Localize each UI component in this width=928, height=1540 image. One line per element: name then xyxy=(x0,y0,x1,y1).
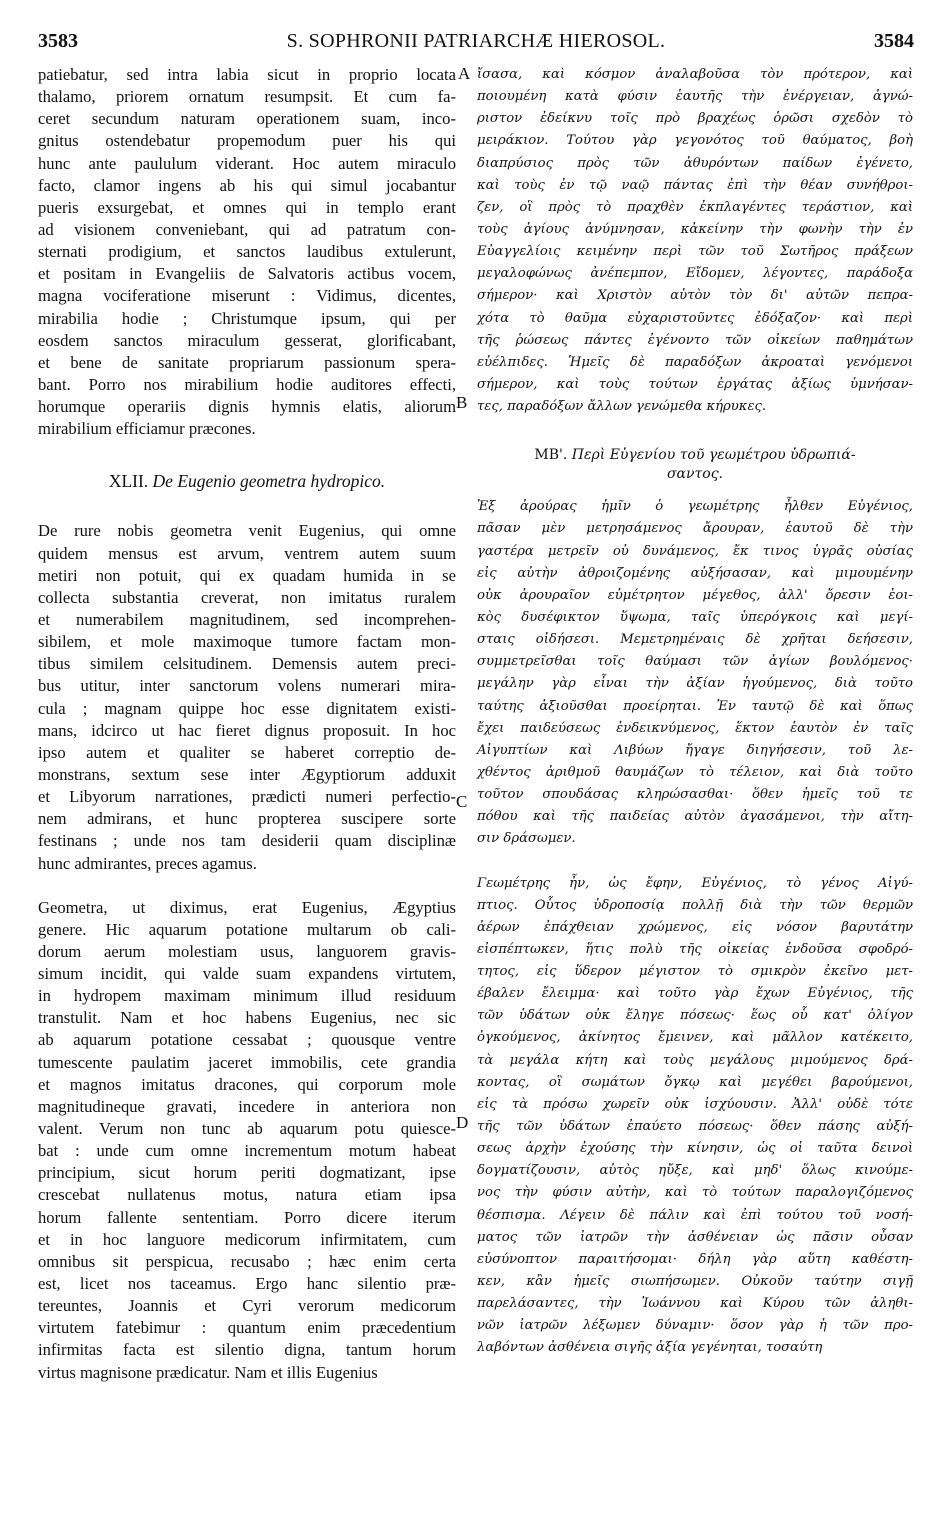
greek-text-line: εὐσύνοπτον παραιτήσομαι· δήλη γὰρ αὕτη καθέστη- xyxy=(477,1251,913,1267)
greek-text-line: ζεν, οἳ πρὸς τὸ πραχθὲν ἐκπλαγέντες τεράστιον, καὶ xyxy=(477,199,913,215)
margin-label-c: C xyxy=(456,792,468,811)
margin-label-a: A xyxy=(458,64,471,83)
greek-text-line: ριστον ἐδείκνυ τοῖς πρὸ βραχέως ὁρῶσι σχεδὸν τὸ xyxy=(477,111,913,127)
latin-paragraph-2 xyxy=(38,520,456,874)
greek-paragraph-3 xyxy=(477,873,913,1360)
running-title: S. SOPHRONII PATRIARCHÆ HIEROSOL. xyxy=(286,30,666,52)
latin-text-line: et bene de sanitate propriarum passionum spera- xyxy=(38,352,456,372)
latin-text-line: simum incidit, qui valde suam expandens virtutem, xyxy=(38,964,456,984)
margin-label-d: D xyxy=(456,1113,469,1132)
greek-text-line: σήμερον, καὶ τοὺς τούτων ἐργάτας ἀξίως ὑμνήσαν- xyxy=(477,376,913,392)
greek-text-line: τες, παραδόξων ἄλλων γενώμεθα κήρυκες. xyxy=(477,399,767,415)
latin-text-line: tereuntes, Joannis et Cyri verorum medicorum xyxy=(38,1296,456,1316)
latin-text-line: virtutem fatebimur : quantum enim præcedentium xyxy=(38,1318,456,1338)
greek-text-line: γαστέρα μετρεῖν οὐ δυνάμενος, ἔκ τινος ὑγρᾶς οὐσίας xyxy=(477,543,913,559)
latin-text-line: et Libyorum narrationes, prædicti numeri perfectio- xyxy=(38,787,456,807)
latin-text-line: facto, clamor ingens ab his qui simul jocabantur xyxy=(38,175,456,195)
latin-text-line: tibus similem celsitudinem. Demensis autem preci- xyxy=(38,654,456,674)
greek-text-line: έβαλεν ἔλειμμα· καὶ τοῦτο γὰρ ἔχων Εὐγένιος, τῆς xyxy=(477,986,913,1002)
greek-chapter-title xyxy=(477,446,913,490)
greek-text-line: τοὺς ἁγίους ἀνύμνησαν, κἀκείνην τὴν φωνὴν τὴν ἐν xyxy=(477,221,913,237)
greek-text-line: εὐέλπιδες. Ἡμεῖς δὲ παραδόξων ἀκροαταὶ γενόμενοι xyxy=(477,354,913,370)
greek-chapter-number: ΜΒ'. xyxy=(534,447,568,464)
latin-text-line: et magnos imitatus dracones, qui corporum mole xyxy=(38,1074,456,1094)
greek-text-line: κὸς δυσέφικτον ὕψωμα, ταῖς ὑπερόγκοις καὶ μεγί- xyxy=(477,609,913,625)
page-header xyxy=(38,30,914,58)
latin-text-line: thalamo, priorem ornatum resumpsit. Et cum fa- xyxy=(38,87,456,107)
greek-text-line: εἰς τὰ πρόσω χωρεῖν οὐκ ἰσχύουσιν. Ἀλλ' οὐδὲ τότε xyxy=(477,1096,913,1112)
latin-text-line: eosdem sanctos miraculum gesserat, glorificabant, xyxy=(38,330,456,350)
greek-text-line: κεν, κἂν ἡμεῖς σιωπήσωμεν. Οὐκοῦν ταύτην σιγῇ xyxy=(477,1274,913,1290)
latin-column xyxy=(38,64,456,1384)
greek-text-line: Γεωμέτρης ἦν, ὡς ἔφην, Εὐγένιος, τὸ γένος Αἰγύ- xyxy=(477,875,913,891)
latin-chapter-title xyxy=(38,468,456,494)
greek-text-line: ὀγκούμενος, ἀκίνητος ἔμεινεν, καὶ μᾶλλον κατέκειτο, xyxy=(477,1030,913,1046)
latin-text-line: et positam in Evangeliis de Salvatoris actibus vocem, xyxy=(38,264,456,284)
greek-text-line: συμμετρεῖσθαι τοῖς θαύμασι τῶν ἁγίων βουλόμενος· xyxy=(477,654,913,670)
greek-paragraph-1 xyxy=(477,64,913,418)
latin-text-line: in hydropem maximam minimum illud residuum xyxy=(38,986,456,1006)
greek-text-line: νος τὴν φύσιν αὐτὴν, καὶ τὸ τούτων παραλογιζόμενος xyxy=(477,1185,913,1201)
greek-text-line: παρελάσαντες, τὴν Ἰωάννου καὶ Κύρου τῶν ἀληθι- xyxy=(477,1296,913,1312)
greek-text-line: πτιος. Οὗτος ὑδροποσίᾳ πολλῇ διὰ τὴν τῶν θερμῶν xyxy=(477,897,913,913)
latin-text-line: hunc admirantes, preces agamus. xyxy=(38,853,257,873)
latin-text-line: omnibus sit perspicua, recusabo ; hæc enim certa xyxy=(38,1251,456,1271)
greek-text-line: Εὐαγγελίοις κειμένην περὶ τῶν τοῦ Σωτῆρος πράξεων xyxy=(477,244,913,260)
latin-paragraph-3 xyxy=(38,897,456,1384)
latin-text-line: transtulit. Nam et hoc habens Eugenius, nec sic xyxy=(38,1008,456,1028)
margin-label-b: B xyxy=(456,393,468,412)
greek-text-line: σταις οἰδήσεσι. Μεμετρημέναις δὲ χρῆται δεήσεσιν, xyxy=(477,632,913,648)
latin-text-line: principium, sicut horum periti dogmatizant, ipse xyxy=(38,1163,456,1183)
latin-text-line: magna vociferatione miserunt : Vidimus, dicentes, xyxy=(38,286,456,306)
latin-text-line: horum fallente sententiam. Porro dicere iterum xyxy=(38,1207,456,1227)
latin-text-line: quidem mensus est arvum, ventrem autem suum xyxy=(38,543,456,563)
latin-text-line: ipso autem et qualiter se haberet correptio de- xyxy=(38,742,456,762)
greek-chapter-heading: Περὶ Εὐγενίου τοῦ γεωμέτρου ὑδρωπιά- xyxy=(571,447,856,464)
greek-text-line: ταύτης ἀξιοῦσθαι προείρηται. Ἐν ταυτῷ δὲ καὶ ὅπως xyxy=(477,698,913,714)
latin-text-line: dorum aerum molestiam usus, languorem gravis- xyxy=(38,941,456,961)
greek-column xyxy=(477,64,913,1360)
greek-text-line: τῆς τῶν ὑδάτων ἐπαύετο πόσεως· ὅθεν πάσης αὐξή- xyxy=(477,1119,913,1135)
greek-text-line: πόθου καὶ τῆς παιδείας αὐτὸν ἀγασάμενοι, τὴν αἴτη- xyxy=(477,809,913,825)
greek-text-line: δογματίζουσιν, αὐτὸς ηὔξε, καὶ μηδ' ὅλως κινούμε- xyxy=(477,1163,913,1179)
latin-text-line: pueris exsurgebat, et omnes qui in templo erant xyxy=(38,197,456,217)
latin-text-line: tumescente paulatim jaceret immobilis, cete grandia xyxy=(38,1052,456,1072)
latin-text-line: infirmitas facta est silentio digna, tantum horum xyxy=(38,1340,456,1360)
greek-chapter-heading-cont: σαντος. xyxy=(667,466,723,483)
greek-text-line: θέσπισμα. Λέγειν δὲ πάλιν καὶ ἐπὶ τούτου τοῦ νοσή- xyxy=(477,1207,913,1223)
latin-text-line: hunc ante paululum viderant. Hoc autem miraculo xyxy=(38,153,456,173)
greek-text-line: χθέντος ἀριθμοῦ θαυμάζων τὸ τέλειον, καὶ διὰ τοῦτο xyxy=(477,764,913,780)
latin-text-line: cula ; magnam quippe hoc esse dignitatem existi- xyxy=(38,698,456,718)
latin-text-line: et numerabilem magnitudinem, sed incomprehen- xyxy=(38,609,456,629)
page-number-right: 3584 xyxy=(874,30,914,52)
greek-text-line: εἰς αὐτὴν ἀθροιζομένης αὐξήσασαν, καὶ μιμουμένην xyxy=(477,565,913,581)
latin-text-line: sternati prodigium, et sanctos laudibus extulerunt, xyxy=(38,242,456,262)
latin-text-line: est, licet nos taceamus. Ergo hanc silentio præ- xyxy=(38,1274,456,1294)
latin-text-line: mirabilia hodie ; Christumque ipsum, qui per xyxy=(38,308,456,328)
latin-chapter-number: XLII. xyxy=(108,471,149,492)
latin-text-line: sibilem, et mole maximoque tumore factam mon- xyxy=(38,632,456,652)
latin-text-line: bat : unde cum omne incrementum motum habeat xyxy=(38,1141,456,1161)
greek-text-line: ποιουμένη κατὰ φύσιν ἑαυτῆς τὴν ἐνέργειαν, ἀγνώ- xyxy=(477,89,913,105)
greek-text-line: νῶν ἰατρῶν λέξωμεν δύναμιν· ὅσον γὰρ ἡ τῶν προ- xyxy=(477,1318,913,1334)
latin-text-line: patiebatur, sed intra labia sicut in proprio locata xyxy=(38,65,456,84)
latin-text-line: bant. Porro nos mirabilium hodie auditores effecti, xyxy=(38,374,456,394)
greek-text-line: κοντας, οἳ σωμάτων ὄγκῳ καὶ μεγέθει βαρούμενοι, xyxy=(477,1074,913,1090)
latin-text-line: ceret secundum naturam operationem suam, inco- xyxy=(38,109,456,129)
greek-text-line: τοῦτον σπουδάσας κληρώσασθαι· ὅθεν ἡμεῖς τοῦ τε xyxy=(477,787,913,803)
greek-text-line: καὶ τοὺς ἐν τῷ ναῷ πάντας ἐπὶ τὴν θέαν συνήθροι- xyxy=(477,177,913,193)
latin-text-line: festinans ; unde nos tam desiderii quam disciplinæ xyxy=(38,831,456,851)
greek-text-line: τὰ μεγάλα κήτη καὶ τοὺς μεγάλους μιμούμενος δρά- xyxy=(477,1052,913,1068)
greek-text-line: λαβόντων ἀσθένεια σιγῆς ἀξία γεγένηται, τοσαύτη xyxy=(477,1340,823,1356)
latin-text-line: monstrans, sextum sese inter Ægyptiorum adduxit xyxy=(38,764,456,784)
latin-text-line: ab aquarum potatione cessabat ; quousque ventre xyxy=(38,1030,456,1050)
latin-text-line: et in hoc languore medicorum infirmitatem, cum xyxy=(38,1229,456,1249)
latin-text-line: genere. Hic aquarum potatione multarum ob cali- xyxy=(38,919,456,939)
greek-text-line: διαπρύσιος πρὸς τῶν ἀθυρόντων παίδων ἐγένετο, xyxy=(477,155,913,171)
page-number-left: 3583 xyxy=(38,30,78,52)
latin-text-line: gnitus ostendebatur propemodum puer his qui xyxy=(38,131,456,151)
greek-text-line: σιν δράσωμεν. xyxy=(477,831,576,847)
greek-text-line: τητος, εἰς ὕδερον μέγιστον τὸ σμικρὸν ἐκεῖνο μετ- xyxy=(477,964,913,980)
latin-text-line: ad visionem conveniebant, qui ad patratum con- xyxy=(38,219,456,239)
greek-text-line: εἰσπέπτωκεν, ἥτις πολὺ τῆς οἰκείας ἐνδοῦσα σφοδρό- xyxy=(477,941,913,957)
latin-text-line: crescebat nullatenus motus, natura etiam ipsa xyxy=(38,1185,456,1205)
greek-text-line: Ἐξ ἀρούρας ἡμῖν ὁ γεωμέτρης ἦλθεν Εὐγένιος, xyxy=(477,499,913,515)
latin-text-line: mans, idcirco ut hac fieret dignus proposuit. In hoc xyxy=(38,720,456,740)
greek-text-line: πᾶσαν μὲν μετρησάμενος ἄρουραν, ἑαυτοῦ δὲ τὴν xyxy=(477,521,913,537)
latin-paragraph-1 xyxy=(38,64,456,440)
greek-text-line: ἴσασα, καὶ κόσμον ἀναλαβοῦσα τὸν πρότερον, καὶ xyxy=(477,67,913,82)
latin-text-line: collecta substantia creverat, non imitatus ruralem xyxy=(38,587,456,607)
greek-text-line: ἔχει παιδεύσεως ἐνδεικνύμενος, ἕκτον ἑαυτὸν ἐν ταῖς xyxy=(477,720,913,736)
greek-paragraph-2 xyxy=(477,496,913,850)
greek-text-line: ἀέρων ἐπάχθειαν χρώμενος, εἰς νόσον βαρυτάτην xyxy=(477,919,913,935)
greek-text-line: τῶν ὑδάτων οὐκ ἔληγε πόσεως· ἕως οὗ κατ' ὀλίγον xyxy=(477,1008,913,1024)
latin-text-line: Geometra, ut diximus, erat Eugenius, Ægyptius xyxy=(38,897,456,917)
greek-text-line: μεγαλοφώνως ἀνέπεμπον, Εἴδομεν, λέγοντες, παράδοξα xyxy=(477,266,913,282)
greek-text-line: Αἰγυπτίων καὶ Λιβύων ἤγαγε διηγήσεσιν, τοῦ λε- xyxy=(477,742,913,758)
latin-text-line: valent. Verum non tunc ab aquarum potu quiesce- xyxy=(38,1119,456,1139)
latin-text-line: mirabilium efficiamur præcones. xyxy=(38,419,256,439)
greek-text-line: μεγάλην γὰρ εἶναι τὴν ἀξίαν ἡγούμενος, διὰ τοῦτο xyxy=(477,676,913,692)
greek-text-line: οὐκ ἀρουραῖον εὐμέτρητον μέγεθος, ἀλλ' ὄρεσιν ἐοι- xyxy=(477,587,913,603)
latin-text-line: nem admirans, et hunc propterea suscipere sorte xyxy=(38,809,456,829)
latin-text-line: De rure nobis geometra venit Eugenius, qui omne xyxy=(38,521,456,541)
greek-text-line: σήμερον· καὶ Χριστὸν αὐτὸν τὸν δι' αὐτῶν πεπρα- xyxy=(477,288,913,304)
greek-text-line: χότα τὸ θαῦμα εὐχαριστοῦντες ἐδόξαζον· καὶ περὶ xyxy=(477,310,913,326)
latin-text-line: horumque operariis dignis hymnis elatis, aliorum xyxy=(38,397,456,417)
latin-chapter-heading: De Eugenio geometra hydropico. xyxy=(152,471,386,492)
latin-text-line: metiri non potuit, qui ex quadam humida in se xyxy=(38,565,456,585)
greek-text-line: σεως ἀρχὴν ἐχούσης τὴν κίνησιν, ὡς οἱ ταῦτα δεινοὶ xyxy=(477,1141,913,1157)
latin-text-line: virtus magnisone prædicatur. Nam et illis Eugenius xyxy=(38,1362,378,1382)
latin-text-line: bus utitur, inter sanctorum volens numerari mira- xyxy=(38,676,456,696)
greek-text-line: μειράκιον. Τούτου γὰρ γεγονότος τοῦ θαύματος, βοὴ xyxy=(477,133,913,149)
latin-text-line: magnitudineque gravati, incedere in anteriora non xyxy=(38,1096,456,1116)
greek-text-line: τῆς ῥώσεως πάντες ἐγένοντο τῶν οἰκείων παθημάτων xyxy=(477,332,913,348)
greek-text-line: ματος τῶν ἰατρῶν τὴν ἀσθένειαν ὡς πᾶσιν οὖσαν xyxy=(477,1229,913,1245)
